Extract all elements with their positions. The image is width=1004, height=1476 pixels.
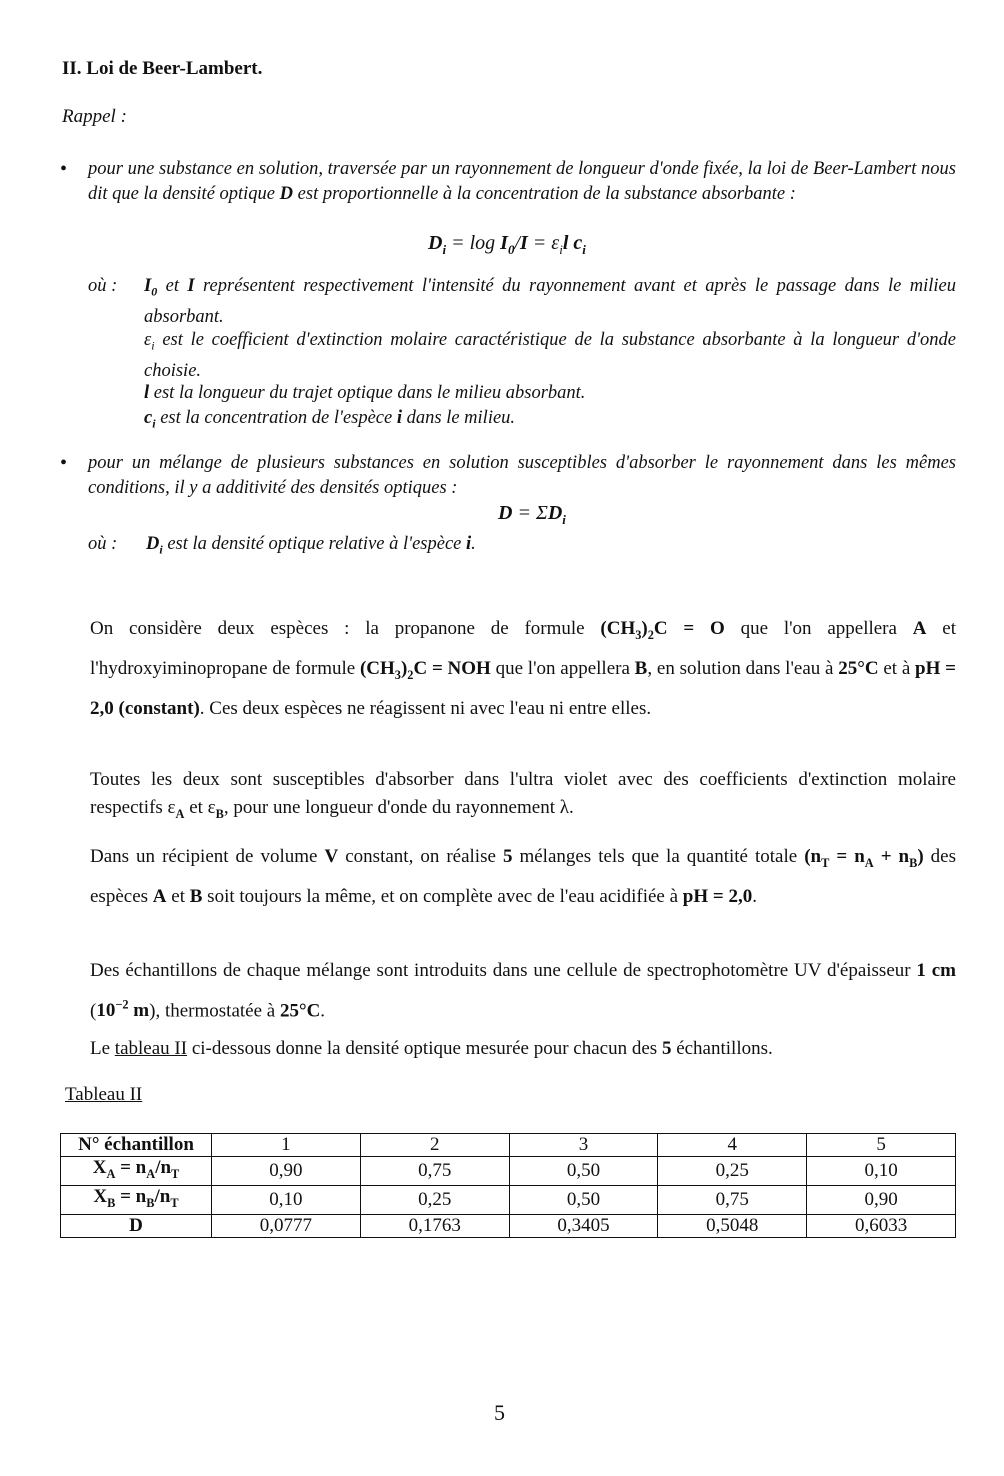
bullet-2-marker: • <box>60 452 68 474</box>
bullet-1-text: pour une substance en solution, traversée par un rayonnement de longueur d'onde fixée, la loi de Beer-Lambert nous dit que la densité optique D est proportionnelle à la concentration de la substance absorbante : <box>88 159 956 204</box>
table-header-cell: 3 <box>509 1134 658 1157</box>
section-heading: II. Loi de Beer-Lambert. <box>62 58 263 79</box>
table-header-row <box>61 1134 956 1157</box>
row-label-d: D <box>61 1214 212 1237</box>
table-cell: 0,1763 <box>360 1214 509 1237</box>
data-table <box>60 1133 956 1238</box>
paragraph-species: On considère deux espèces : la propanone de formule $(CH_3)_2C = O$ que l'on appellera A et l'hydroxyiminopropane de formule $(CH_3)_2C$ = NOH que l'on appellera B, en solution dans l'eau à 25°C et à pH = 2,0 (constant). Ces deux espèces ne réagissent ni avec l'eau ni entre elles. <box>90 618 956 719</box>
table-cell: 0,25 <box>360 1185 509 1214</box>
ou-label-2: où : <box>88 534 118 554</box>
bullet-1-marker: • <box>60 158 68 180</box>
table-cell: 0,75 <box>360 1157 509 1186</box>
table-caption: Tableau II <box>65 1084 143 1105</box>
definition-intensity: $I_0$ et I représentent respectivement l'intensité du rayonnement avant et après le passage dans le milieu absorbant. <box>144 276 956 327</box>
table-cell: 0,10 <box>212 1185 361 1214</box>
paragraph-table-intro: Le tableau II ci-dessous donne la densité optique mesurée pour chacun des 5 échantillons. <box>90 1038 773 1059</box>
bullet-2-text: pour un mélange de plusieurs substances en solution susceptibles d'absorber le rayonnement dans les mêmes conditions, il y a additivité des densités optiques : <box>88 453 956 498</box>
table-header-cell: 2 <box>360 1134 509 1157</box>
paragraph-mixtures: Dans un récipient de volume V constant, on réalise 5 mélanges tels que la quantité totale $(n_T = n_A + n_B)$ des espèces A et B soit toujours la même, et on complète avec de l'eau acidifiée à pH = 2,0. <box>90 846 957 907</box>
definition-epsilon: $\varepsilon_i$ est le coefficient d'extinction molaire caractéristique de la substance absorbante à la longueur d'onde choisie. <box>144 330 956 381</box>
table-cell: 0,75 <box>658 1185 807 1214</box>
table-row-xb <box>61 1185 956 1214</box>
table-row-d <box>61 1214 956 1237</box>
table-cell: 0,10 <box>807 1157 956 1186</box>
table-cell: 0,90 <box>212 1157 361 1186</box>
table-cell: 0,0777 <box>212 1214 361 1237</box>
paragraph-samples: Des échantillons de chaque mélange sont introduits dans une cellule de spectrophotomètre UV d'épaisseur 1 cm ($10^{-2}$ m), thermostatée à 25°C. <box>90 960 956 1022</box>
table-cell: 0,50 <box>509 1157 658 1186</box>
definition-length: l est la longueur du trajet optique dans le milieu absorbant. <box>144 383 586 403</box>
table-row-xa <box>61 1157 956 1186</box>
table-header-label: N° échantillon <box>61 1134 212 1157</box>
table-cell: 0,5048 <box>658 1214 807 1237</box>
ou-label-1: où : <box>88 276 118 296</box>
additivity-equation: $D = \Sigma D_i$ <box>498 502 566 527</box>
definition-partial-density: $D_i$ est la densité optique relative à l'espèce i. <box>146 534 476 557</box>
table-header-cell: 5 <box>807 1134 956 1157</box>
table-cell: 0,3405 <box>509 1214 658 1237</box>
table-cell: 0,50 <box>509 1185 658 1214</box>
definition-concentration: $c_i$ est la concentration de l'espèce i dans le milieu. <box>144 408 516 431</box>
table-cell: 0,25 <box>658 1157 807 1186</box>
table-cell: 0,6033 <box>807 1214 956 1237</box>
table-cell: 0,90 <box>807 1185 956 1214</box>
table-header-cell: 4 <box>658 1134 807 1157</box>
paragraph-absorption: Toutes les deux sont susceptibles d'absorber dans l'ultra violet avec des coefficients d'extinction molaire respectifs $\varepsilon_A$ et $\varepsilon_B$, pour une longueur d'onde du rayonnement λ. <box>90 769 956 821</box>
page-number: 5 <box>494 1400 505 1425</box>
rappel-label: Rappel : <box>62 106 127 127</box>
table-header-cell: 1 <box>212 1134 361 1157</box>
row-label-xb: $X_B = n_B/n_T$ <box>61 1185 212 1214</box>
row-label-xa: $X_A = n_A/n_T$ <box>61 1157 212 1186</box>
beer-lambert-equation: $D_i = \log I_0/I = \varepsilon_il$ $c_i$ <box>428 232 586 257</box>
